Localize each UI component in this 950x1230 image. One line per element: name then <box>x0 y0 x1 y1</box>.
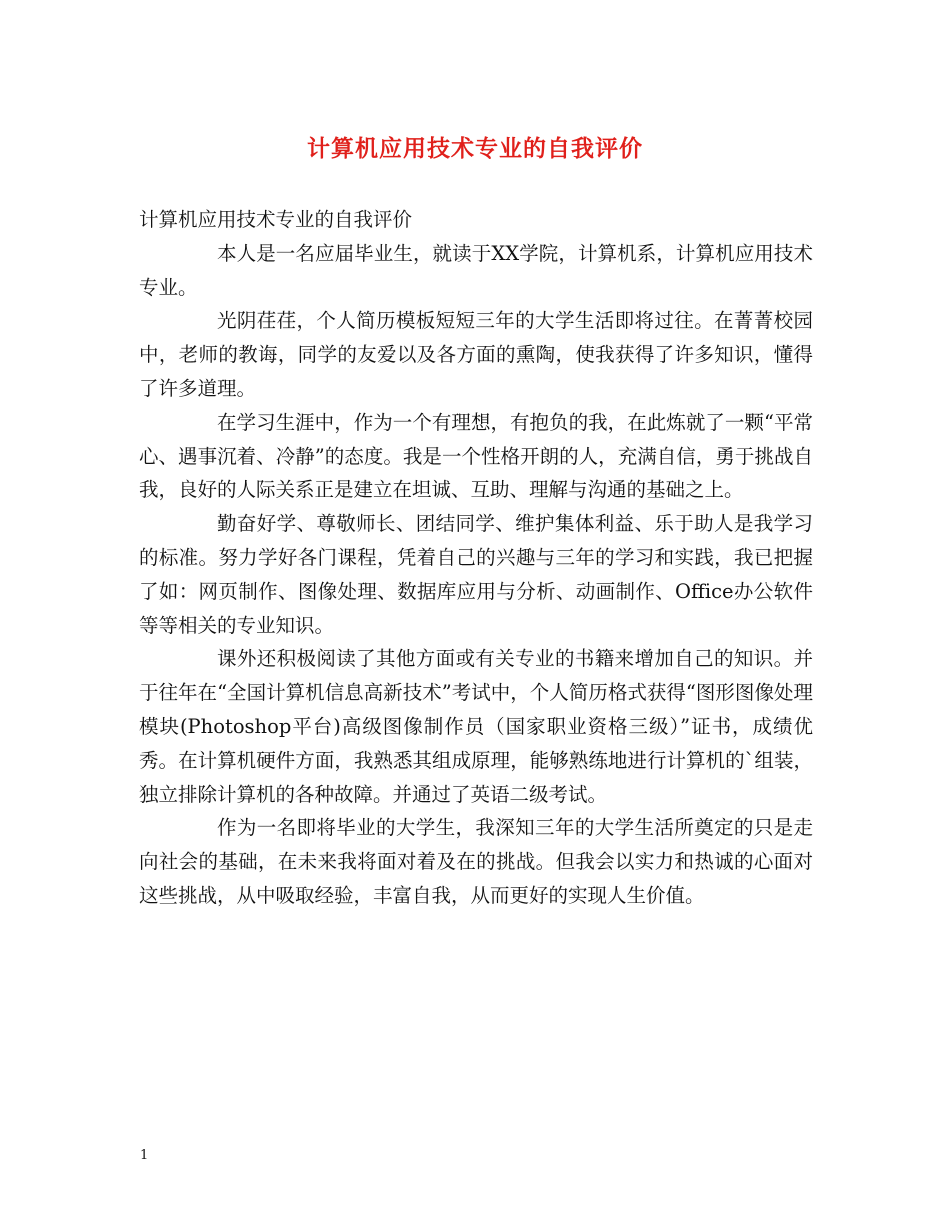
paragraph: 在学习生涯中，作为一个有理想，有抱负的我，在此炼就了一颗“平常心、遇事沉着、冷静”的态度。我是一个性格开朗的人，充满自信，勇于挑战自我，良好的人际关系正是建立在坦诚、互助、理解与沟通的基础之上。 <box>139 410 813 502</box>
paragraph: 作为一名即将毕业的大学生，我深知三年的大学生活所奠定的只是走向社会的基础，在未来我将面对着及在的挑战。但我会以实力和热诚的心面对这些挑战，从中吸取经验，丰富自我，从而更好的实现人生价值。 <box>139 816 813 907</box>
page-number: 1 <box>140 1148 149 1163</box>
paragraph: 本人是一名应届毕业生，就读于XX学院，计算机系，计算机应用技术专业。 <box>139 241 813 299</box>
paragraph: 勤奋好学、尊敬师长、团结同学、维护集体利益、乐于助人是我学习的标准。努力学好各门课程，凭着自己的兴趣与三年的学习和实践，我已把握了如：网页制作、图像处理、数据库应用与分析、动画制作、Office办公软件等等相关的专业知识。 <box>139 512 813 637</box>
document-body <box>139 203 813 913</box>
document-title: 计算机应用技术专业的自我评价 <box>307 136 643 162</box>
paragraph: 光阴荏荏，个人简历模板短短三年的大学生活即将过往。在菁菁校园中，老师的教诲，同学的友爱以及各方面的熏陶，使我获得了许多知识，懂得了许多道理。 <box>139 309 813 400</box>
document-subtitle: 计算机应用技术专业的自我评价 <box>139 208 413 231</box>
paragraph: 课外还积极阅读了其他方面或有关专业的书籍来增加自己的知识。并于往年在“全国计算机信息高新技术”考试中，个人简历格式获得“图形图像处理模块(Photoshop平台)高级图像制作员（国家职业资格三级）”证书，成绩优秀。在计算机硬件方面，我熟悉其组成原理，能够熟练地进行计算机的`组装，独立排除计算机的各种故障。并通过了英语二级考试。 <box>139 647 813 806</box>
